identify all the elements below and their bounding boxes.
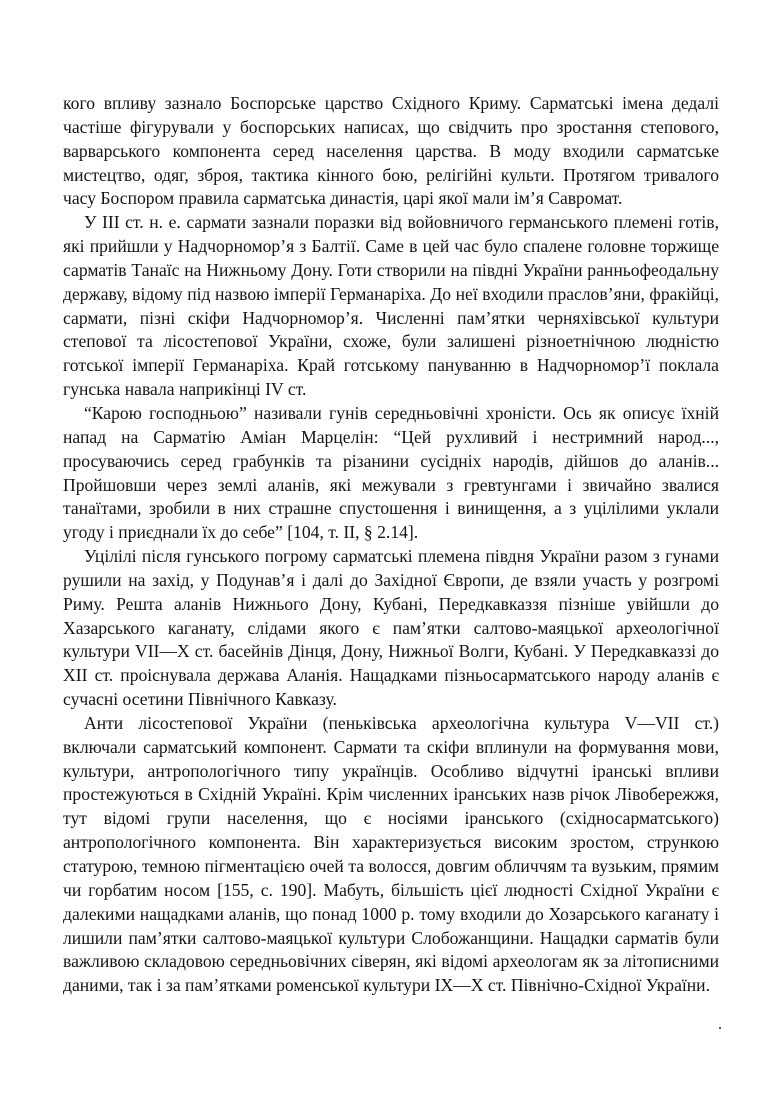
- paragraph-1: кого впливу зазнало Боспорське царство Східного Криму. Сарматські імена дедалі частіше фігурували у боспорських написах, що свідчить про зростання степового, варварського компонента серед населення царства. В моду входили сарматське мистецтво, одяг, зброя, тактика кінного бою, релігійні культи. Протягом тривалого часу Боспором правила сарматська династія, царі якої мали ім’я Савромат.: [63, 93, 719, 209]
- scan-speck: [719, 1027, 721, 1029]
- paragraph-4: Уцілілі після гунського погрому сарматські племена півдня України разом з гунами рушили на захід, у Подунав’я і далі до Західної Європи, де взяли участь у розгромі Риму. Решта аланів Нижнього Дону, Кубані, Передкавказзя пізніше увійшли до Хазарського каганату, слідами якого є пам’ятки салтово-маяцької археологічної культури VII—X ст. басейнів Дінця, Дону, Нижньої Волги, Кубані. У Передкавказзі до XII ст. проіснувала держава Аланія. Нащадками пізньосарматського народу аланів є сучасні осетини Північного Кавказу.: [63, 546, 719, 710]
- paragraph-3: “Карою господньою” називали гунів середньовічні хроністи. Ось як описує їхній напад на Сарматію Аміан Марцелін: “Цей рухливий і нестримний народ..., просуваючись серед грабунків та різанини сусідніх народів, дійшов до аланів... Пройшовши через землі аланів, які межували з гревтунгами і звичайно звалися танаїтами, зробили в них страшне спустошення і винищення, а з уцілілими уклали угоду і приєднали їх до себе” [104, т. II, § 2.14].: [63, 402, 719, 543]
- body-text: [63, 92, 719, 998]
- paragraph-5: Анти лісостепової України (пеньківська археологічна культура V—VII ст.) включали сарматський компонент. Сармати та скіфи вплинули на формування мови, культури, антропологічного типу українців. Особливо відчутні іранські впливи простежуються в Східній Україні. Крім численних іранських назв річок Лівобережжя, тут відомі групи населення, що є носіями іранського (східносарматського) антропологічного компонента. Він характеризується високим зростом, стрункою статурою, темною пігментацією очей та волосся, довгим обличчям та вузьким, прямим чи горбатим носом [155, с. 190]. Мабуть, більшість цієї людності Східної України є далекими нащадками аланів, що понад 1000 р. тому входили до Хозарського каганату і лишили пам’ятки салтово-маяцької культури Слобожанщини. Нащадки сарматів були важливою складовою середньовічних сіверян, які відомі археологам як за літописними даними, так і за пам’ятками роменської культури IX—X ст. Північно-Східної України.: [63, 712, 719, 996]
- paragraph-2: У III ст. н. е. сармати зазнали поразки від войовничого германського племені готів, які прийшли у Надчорномор’я з Балтії. Саме в цей час було спалене головне торжище сарматів Танаїс на Нижньому Дону. Готи створили на півдні України ранньофеодальну державу, відому під назвою імперії Германаріха. До неї входили праслов’яни, фракійці, сармати, пізні скіфи Надчорноморʼя. Численні памʼятки черняхівської культури степової та лісостепової України, схоже, були залишені різноетнічною людністю готської імперії Германаріха. Край готському пануванню в Надчорномор’ї поклала гунська навала наприкінці IV ст.: [63, 212, 719, 400]
